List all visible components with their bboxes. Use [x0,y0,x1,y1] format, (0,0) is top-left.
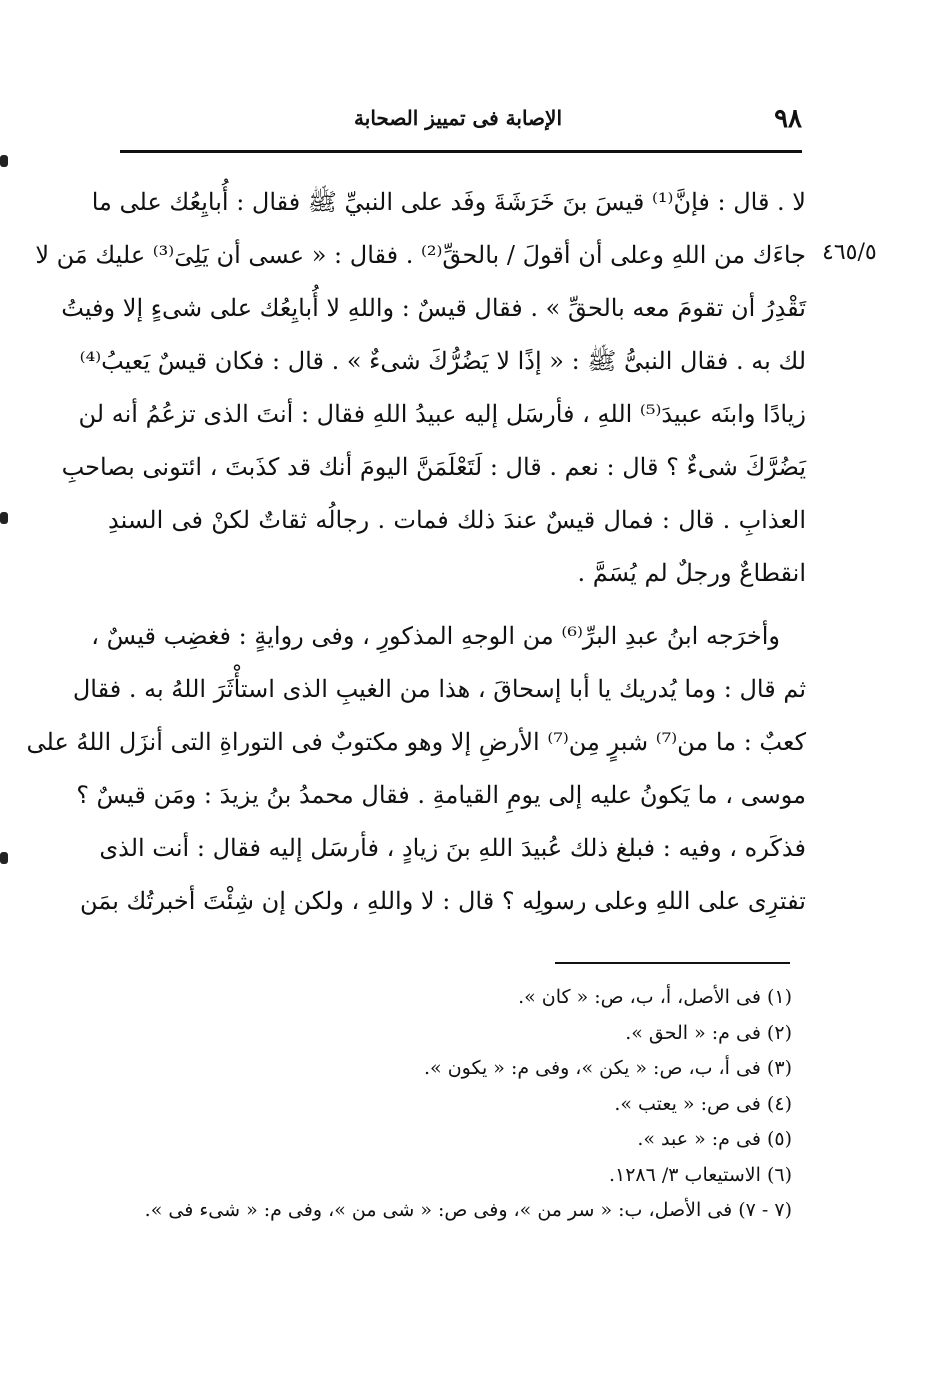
text-line: يَضُرَّكَ شىءٌ ؟ قال : نعم . قال : لَتَعْلَمَنَّ اليومَ أنك قد كذَبتَ ، ائتونى بصاحبِ [61,453,806,481]
page-number: ٩٨ [774,104,802,134]
text-line: جاءَك من اللهِ وعلى أن أقولَ / بالحقِّ⁽²⁾ . فقال : « عسى أن يَلِىَ⁽³⁾ عليك مَن لا [35,241,806,269]
paragraph-1 [35,176,806,600]
binding-mark [0,852,8,864]
binding-mark [0,512,8,524]
text-line: وأخرَجه ابنُ عبدِ البرِّ⁽⁶⁾ من الوجهِ المذكورِ ، وفى روايةٍ : فغضِب قيسٌ ، [91,622,780,650]
page-header [120,100,802,140]
text-line: زيادًا وابنَه عبيدَ⁽⁵⁾ اللهِ ، فأرسَل إليه عبيدُ اللهِ فقال : أنتَ الذى تزعُمُ أنه لن [78,400,806,428]
text-line: تفترِى على اللهِ وعلى رسولِه ؟ قال : لا واللهِ ، ولكن إن شِئْتَ أخبرتُك بمَن [80,887,806,915]
footnote: (٣) فى أ، ب، ص: « يكن »، وفى م: « يكون ». [424,1057,792,1079]
text-line: انقطاعٌ ورجلٌ لم يُسَمَّ . [577,559,806,587]
text-line: لك به . فقال النبىُّ ﷺ : « إذًا لا يَضُرُّكَ شىءٌ » . قال : فكان قيسٌ يَعيبُ⁽⁴⁾ [79,347,806,375]
footnotes [120,980,792,1229]
binding-mark [0,155,8,167]
text-line: موسى ، ما يَكونُ عليه إلى يومِ القيامةِ . فقال محمدُ بنُ يزيدَ : ومَن قيسٌ ؟ [76,781,806,809]
text-line: فذكَره ، وفيه : فبلغ ذلك عُبيدَ اللهِ بنَ زيادٍ ، فأرسَل إليه فقال : أنت الذى [99,834,806,862]
text-line: ثم قال : وما يُدريك يا أبا إسحاقَ ، هذا من الغيبِ الذى استأْثَرَ اللهُ به . فقال [72,675,806,703]
margin-reference: ٤٦٥/٥ [822,240,877,265]
text-line: لا . قال : فإنَّ⁽¹⁾ قيسَ بنَ خَرَشَةَ وفَد على النبيِّ ﷺ فقال : أُبايِعُك على ما [91,188,806,216]
main-text [26,176,806,928]
footnote: (١) فى الأصل، أ، ب، ص: « كان ». [518,986,792,1008]
footnote: (٥) فى م: « عبد ». [637,1128,792,1150]
paragraph-2 [26,610,806,928]
text-line: تَقْدِرُ أن تقومَ معه بالحقِّ » . فقال قيسٌ : واللهِ لا أُبايِعُك على شىءٍ إلا وفيتُ [61,294,806,322]
text-line: العذابِ . قال : فمال قيسٌ عندَ ذلك فمات . رجالُه ثقاتٌ لكنْ فى السندِ [108,506,806,534]
text-line: كعبٌ : ما من⁽⁷⁾ شبرٍ مِن⁽⁷⁾ الأرضِ إلا وهو مكتوبٌ فى التوراةِ التى أنزَل اللهُ على [26,728,806,756]
footnote: (٤) فى ص: « يعتب ». [614,1092,792,1115]
footnote: (٦) الاستيعاب ٣/ ١٢٨٦. [608,1163,792,1186]
running-title: الإصابة فى تمييز الصحابة [354,106,562,130]
header-rule [120,150,802,153]
footnote-rule [555,962,790,964]
footnote: (٢) فى م: « الحق ». [625,1021,792,1044]
footnote: (٧ - ٧) فى الأصل، ب: « سر من »، وفى ص: « شى من »، وفى م: « شىء فى ». [144,1199,792,1221]
paragraph-gap [108,600,806,610]
